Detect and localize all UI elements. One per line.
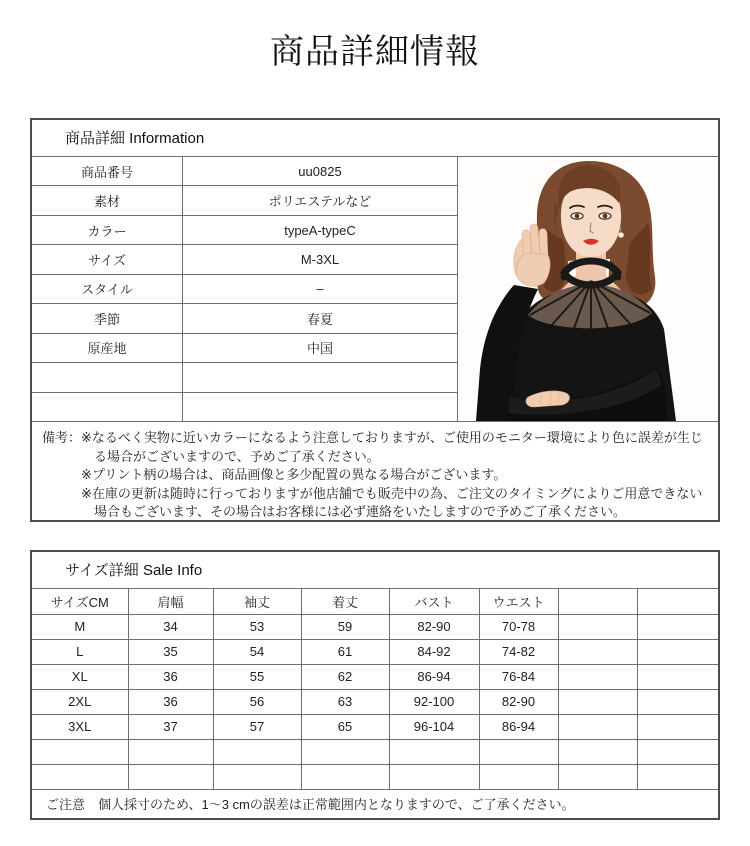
- size-cell: 86-94: [389, 664, 479, 689]
- size-footer-row: [32, 789, 718, 818]
- spec-value: M-3XL: [300, 252, 340, 268]
- size-row-xl: [32, 664, 718, 689]
- spec-row-color: [32, 216, 457, 245]
- size-col-header: ウエスト: [479, 589, 558, 614]
- spec-row-origin: [32, 334, 457, 363]
- size-cell: [558, 689, 637, 714]
- size-cell: [637, 639, 718, 664]
- size-cell: L: [32, 639, 128, 664]
- size-cell: 92-100: [389, 689, 479, 714]
- size-cell: 59: [301, 614, 389, 639]
- size-cell: 76-84: [479, 664, 558, 689]
- spec-value: typeA-typeC: [284, 222, 356, 238]
- spec-row-style: [32, 275, 457, 304]
- size-row-m: [32, 614, 718, 639]
- size-cell: [558, 664, 637, 689]
- spec-label: カラー: [32, 216, 183, 244]
- spec-label: サイズ: [32, 245, 183, 273]
- remarks-note: [32, 421, 718, 528]
- size-row-empty: [32, 764, 718, 789]
- size-cell: 56: [213, 689, 301, 714]
- size-cell: [637, 764, 718, 789]
- size-cell: 74-82: [479, 639, 558, 664]
- size-col-header: バスト: [389, 589, 479, 614]
- size-cell: 53: [213, 614, 301, 639]
- size-cell: 37: [128, 714, 213, 739]
- spec-value: ポリエステルなど: [268, 194, 372, 210]
- spec-row-empty: [32, 363, 457, 392]
- size-col-header: [637, 589, 718, 614]
- spec-label: 季節: [32, 304, 183, 332]
- size-table-header-row: [32, 589, 718, 614]
- page-title: 商品詳細情報: [270, 34, 480, 71]
- size-cell: 61: [301, 639, 389, 664]
- size-footer-note: ご注意 個人採寸のため、1～3 cmの誤差は正常範囲内となりますので、ご了承ください。: [46, 797, 575, 813]
- size-cell: 62: [301, 664, 389, 689]
- remarks-item: ※プリント柄の場合は、商品画像と多少配置の異なる場合がございます。: [81, 467, 507, 482]
- size-info-panel: [30, 550, 720, 820]
- size-cell: M: [32, 614, 128, 639]
- size-cell: [32, 739, 128, 764]
- remarks-items: [81, 429, 704, 522]
- size-cell: 55: [213, 664, 301, 689]
- size-cell: 57: [213, 714, 301, 739]
- size-cell: 36: [128, 689, 213, 714]
- size-cell: 63: [301, 689, 389, 714]
- size-row-2xl: [32, 689, 718, 714]
- model-photo-illustration: [458, 157, 715, 421]
- size-cell: 54: [213, 639, 301, 664]
- size-cell: [301, 764, 389, 789]
- info-panel-body: [32, 157, 718, 421]
- spec-value: 中国: [306, 341, 333, 357]
- spec-value: –: [316, 281, 324, 297]
- size-cell: 36: [128, 664, 213, 689]
- size-cell: [128, 739, 213, 764]
- size-cell: 35: [128, 639, 213, 664]
- size-row-l: [32, 639, 718, 664]
- spec-row-material: [32, 186, 457, 215]
- size-cell: 34: [128, 614, 213, 639]
- size-cell: [558, 739, 637, 764]
- size-cell: 86-94: [479, 714, 558, 739]
- spec-label: 原産地: [32, 334, 183, 362]
- size-cell: [479, 764, 558, 789]
- spec-value: 春夏: [306, 311, 333, 327]
- remarks-item: ※在庫の更新は随時に行っておりますが他店舗でも販売中の為、ご注文のタイミングによりご用意できない場合もございます、その場合はお客様には必ず連絡をいたしますので予めご了承ください。: [81, 485, 703, 519]
- size-cell: [389, 764, 479, 789]
- size-col-header: [558, 589, 637, 614]
- size-row-3xl: [32, 714, 718, 739]
- info-panel-header: 商品詳細 Information: [32, 120, 718, 157]
- size-cell: [637, 714, 718, 739]
- size-cell: 82-90: [479, 689, 558, 714]
- spec-label: [32, 393, 183, 421]
- size-cell: 65: [301, 714, 389, 739]
- size-cell: [558, 639, 637, 664]
- size-cell: [637, 689, 718, 714]
- size-cell: [637, 739, 718, 764]
- spec-row-product-number: [32, 157, 457, 186]
- size-cell: 84-92: [389, 639, 479, 664]
- size-cell: XL: [32, 664, 128, 689]
- size-cell: 70-78: [479, 614, 558, 639]
- size-cell: [213, 739, 301, 764]
- spec-label: 素材: [32, 186, 183, 214]
- size-cell: [637, 614, 718, 639]
- spec-row-size: [32, 245, 457, 274]
- size-cell: 82-90: [389, 614, 479, 639]
- size-panel-header: サイズ詳細 Sale Info: [32, 552, 718, 589]
- spec-label: 商品番号: [32, 157, 183, 185]
- size-cell: [479, 739, 558, 764]
- spec-value: [183, 363, 457, 391]
- size-cell: [558, 614, 637, 639]
- size-cell: [558, 764, 637, 789]
- size-cell: 96-104: [389, 714, 479, 739]
- remarks-item: ※なるべく実物に近いカラーになるよう注意しておりますが、ご使用のモニター環境により色に誤差が生じる場合がございますので、予めご了承ください。: [81, 430, 703, 464]
- size-cell: [32, 764, 128, 789]
- size-col-header: 着丈: [301, 589, 389, 614]
- size-cell: [558, 714, 637, 739]
- spec-row-season: [32, 304, 457, 333]
- size-col-header: サイズCM: [32, 589, 128, 614]
- spec-value: [183, 393, 457, 421]
- size-cell: [637, 664, 718, 689]
- spec-value: uu0825: [298, 163, 342, 179]
- size-cell: [213, 764, 301, 789]
- size-cell: [389, 739, 479, 764]
- size-cell: 3XL: [32, 714, 128, 739]
- size-col-header: 肩幅: [128, 589, 213, 614]
- remarks-label: 備考：: [42, 430, 82, 445]
- size-cell: [301, 739, 389, 764]
- spec-label: スタイル: [32, 275, 183, 303]
- size-row-empty: [32, 739, 718, 764]
- spec-table: [32, 157, 458, 421]
- product-photo: [458, 157, 718, 421]
- size-cell: 2XL: [32, 689, 128, 714]
- spec-label: [32, 363, 183, 391]
- size-table: [32, 589, 718, 818]
- spec-row-empty: [32, 393, 457, 421]
- size-col-header: 袖丈: [213, 589, 301, 614]
- product-info-panel: [30, 118, 720, 522]
- size-cell: [128, 764, 213, 789]
